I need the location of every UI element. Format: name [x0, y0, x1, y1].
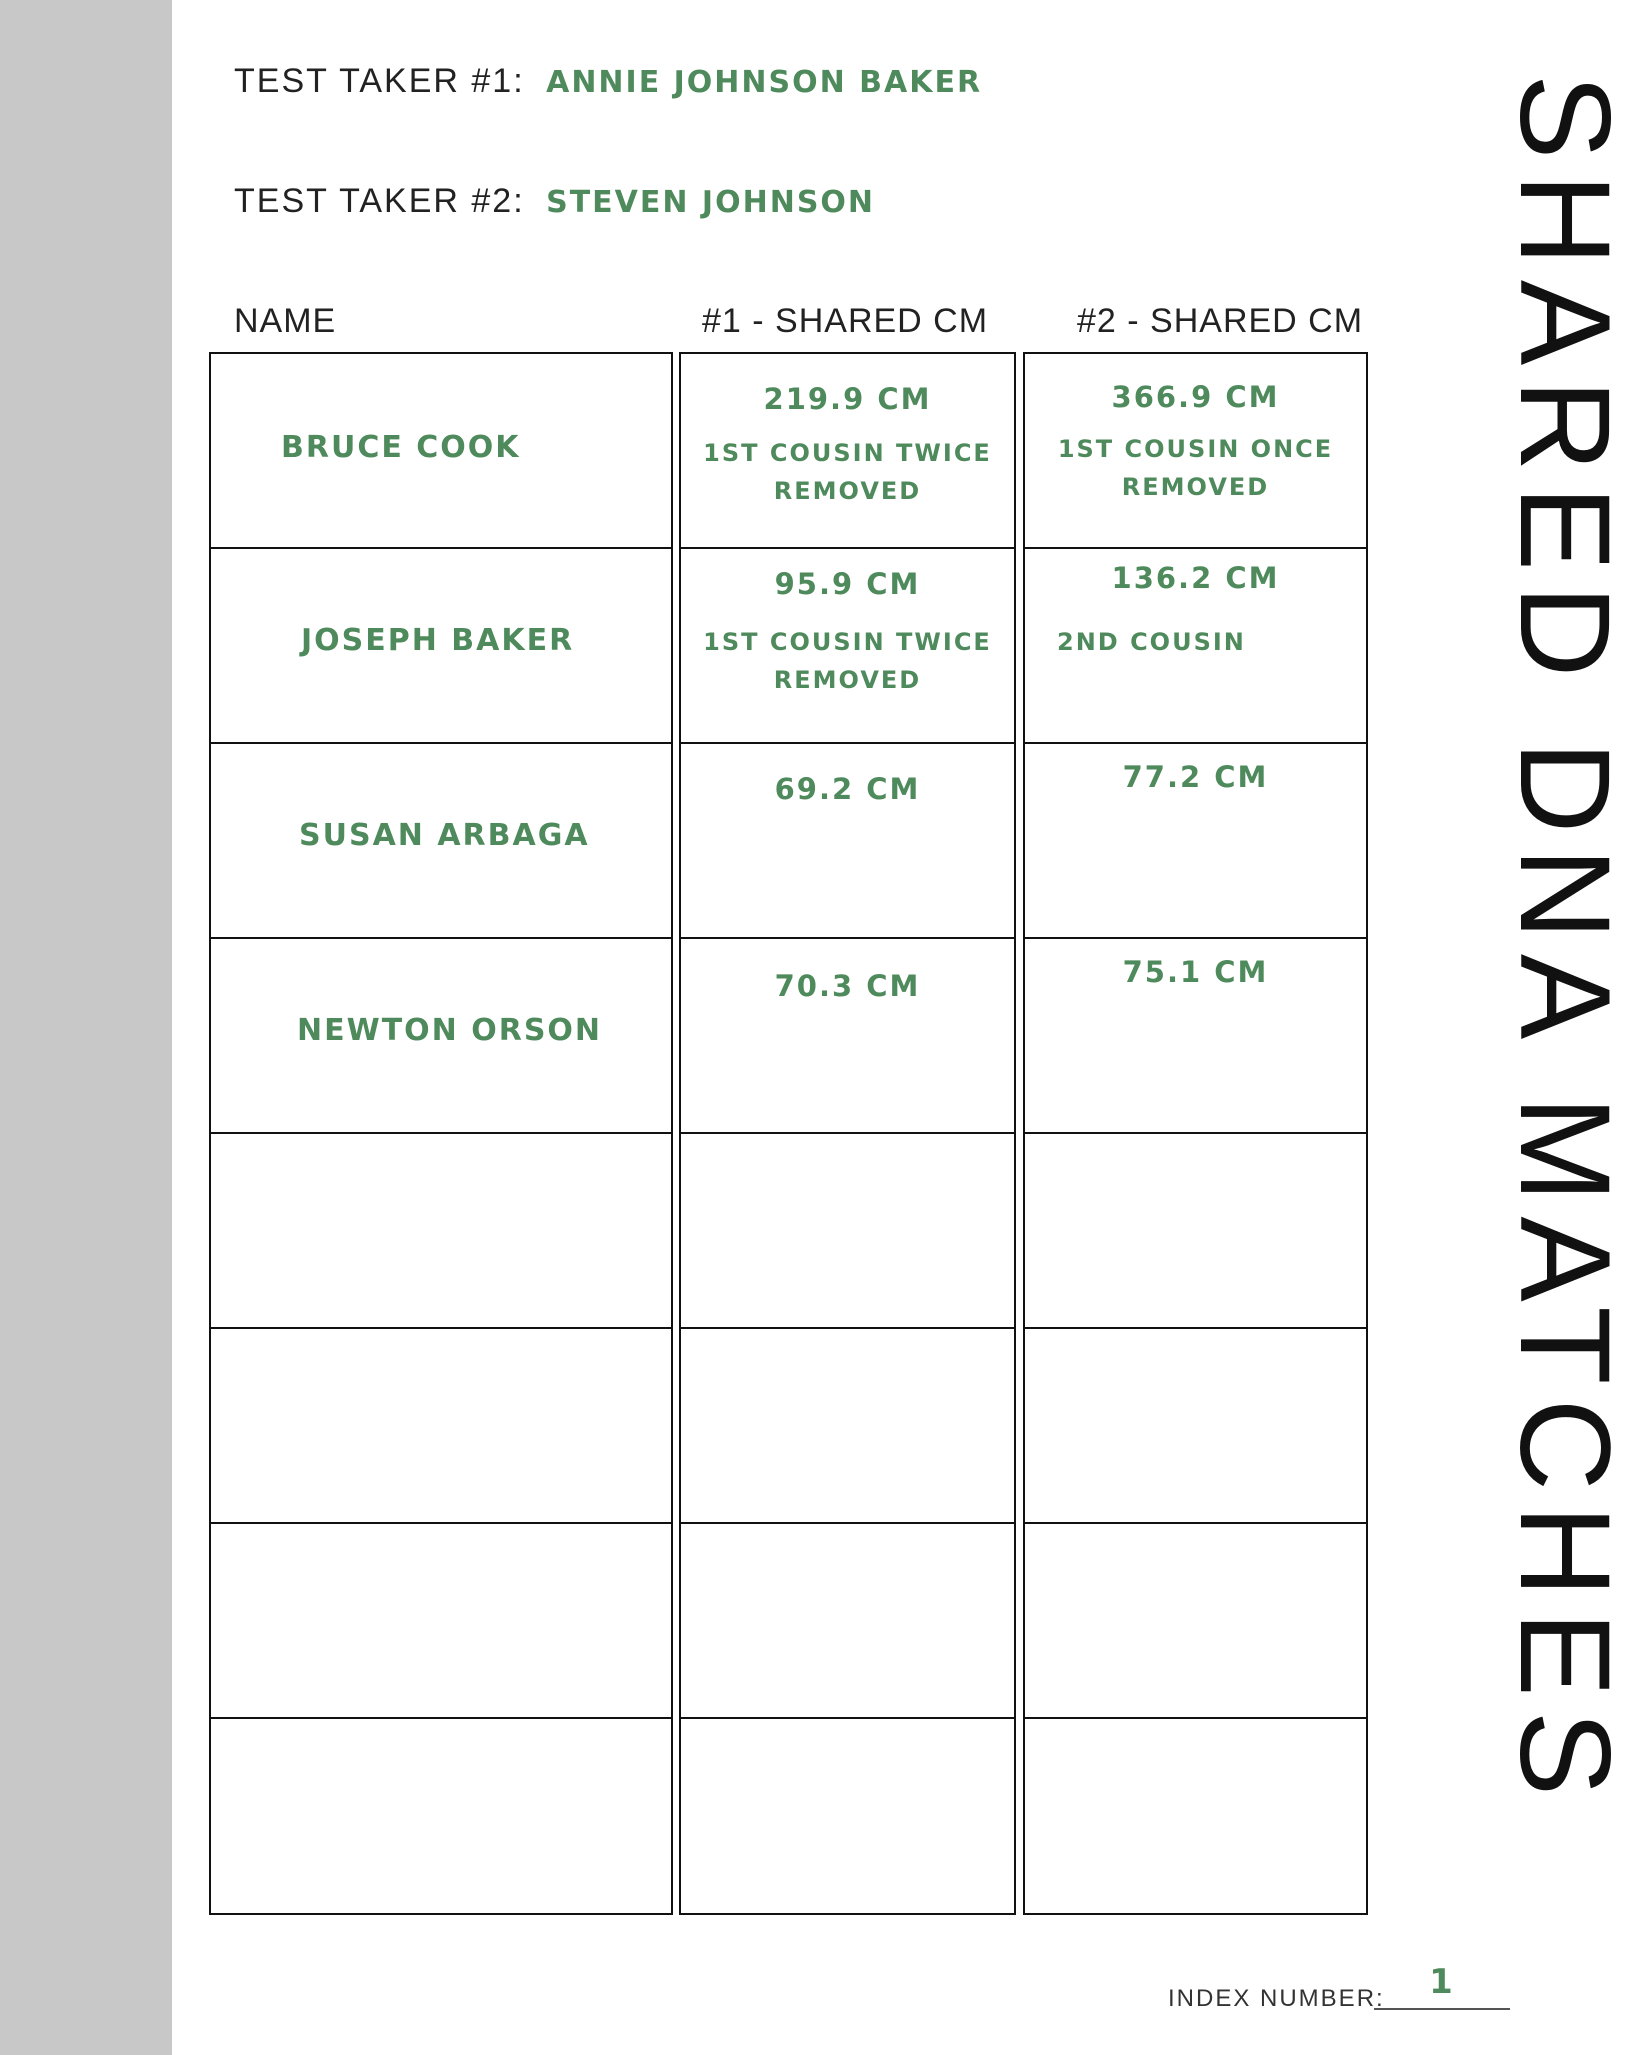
- shared-cm-2-column: [1023, 352, 1368, 1915]
- index-number-label: INDEX NUMBER:: [1168, 1985, 1385, 2012]
- shared-cm-1-cell[interactable]: [681, 1329, 1014, 1524]
- name-cell[interactable]: [211, 744, 671, 939]
- name-cell[interactable]: [211, 1134, 671, 1329]
- shared-cm-2-cell[interactable]: [1025, 1134, 1366, 1329]
- relationship: [681, 434, 1014, 510]
- test-taker-2-value[interactable]: STEVEN JOHNSON: [546, 185, 876, 220]
- shared-cm-1-cell[interactable]: [681, 939, 1014, 1134]
- shared-cm-1-cell[interactable]: [681, 1134, 1014, 1329]
- index-number-value[interactable]: 1: [1429, 1962, 1455, 2002]
- shared-cm-2-cell[interactable]: [1025, 1524, 1366, 1719]
- name-cell[interactable]: [211, 1524, 671, 1719]
- match-name: JOSEPH BAKER: [301, 623, 575, 658]
- shared-cm-2-cell[interactable]: [1025, 549, 1366, 744]
- shared-cm-2-cell[interactable]: [1025, 1719, 1366, 1914]
- side-bar: [0, 0, 172, 2055]
- relationship-line: 1ST COUSIN TWICE: [703, 439, 992, 467]
- cm-value: 75.1 CM: [1122, 955, 1269, 989]
- index-number-line: [1374, 2008, 1510, 2010]
- relationship-line: REMOVED: [1121, 473, 1270, 501]
- name-cell[interactable]: [211, 939, 671, 1134]
- test-taker-1-value[interactable]: ANNIE JOHNSON BAKER: [546, 65, 983, 100]
- relationship-line: REMOVED: [773, 666, 922, 694]
- header-shared-cm-1: #1 - SHARED CM: [702, 302, 989, 340]
- test-taker-1-label: TEST TAKER #1:: [234, 62, 525, 100]
- relationship-line: 1ST COUSIN ONCE: [1057, 435, 1334, 463]
- relationship-line: 2ND COUSIN: [1057, 628, 1246, 656]
- match-name: BRUCE COOK: [281, 430, 521, 465]
- relationship: [1025, 430, 1366, 506]
- shared-cm-2-cell[interactable]: [1025, 744, 1366, 939]
- relationship: [1057, 623, 1398, 661]
- relationship-line: 1ST COUSIN TWICE: [703, 628, 992, 656]
- shared-cm-1-cell[interactable]: [681, 1719, 1014, 1914]
- test-taker-2: [234, 182, 875, 221]
- shared-cm-1-cell[interactable]: [681, 549, 1014, 744]
- match-name: SUSAN ARBAGA: [299, 818, 590, 853]
- page-title: SHARED DNA MATCHES: [1493, 74, 1636, 1811]
- header-name: NAME: [234, 302, 337, 340]
- shared-cm-2-cell[interactable]: [1025, 1329, 1366, 1524]
- cm-value: 70.3 CM: [774, 969, 921, 1003]
- match-name: NEWTON ORSON: [297, 1013, 603, 1048]
- test-taker-1: [234, 62, 982, 101]
- name-cell[interactable]: [211, 1719, 671, 1914]
- relationship-line: REMOVED: [773, 477, 922, 505]
- cm-value: 95.9 CM: [774, 567, 921, 601]
- shared-cm-1-cell[interactable]: [681, 1524, 1014, 1719]
- shared-cm-1-cell[interactable]: [681, 744, 1014, 939]
- cm-value: 77.2 CM: [1122, 760, 1269, 794]
- shared-cm-2-cell[interactable]: [1025, 939, 1366, 1134]
- cm-value: 69.2 CM: [774, 772, 921, 806]
- shared-cm-2-cell[interactable]: [1025, 354, 1366, 549]
- name-cell[interactable]: [211, 1329, 671, 1524]
- test-taker-2-label: TEST TAKER #2:: [234, 182, 525, 220]
- header-shared-cm-2: #2 - SHARED CM: [1077, 302, 1364, 340]
- shared-cm-1-cell[interactable]: [681, 354, 1014, 549]
- shared-cm-1-column: [679, 352, 1016, 1915]
- name-cell[interactable]: [211, 549, 671, 744]
- cm-value: 219.9 CM: [763, 382, 932, 416]
- cm-value: 366.9 CM: [1111, 380, 1280, 414]
- cm-value: 136.2 CM: [1111, 561, 1280, 595]
- name-column: [209, 352, 673, 1915]
- relationship: [681, 623, 1014, 699]
- name-cell[interactable]: [211, 354, 671, 549]
